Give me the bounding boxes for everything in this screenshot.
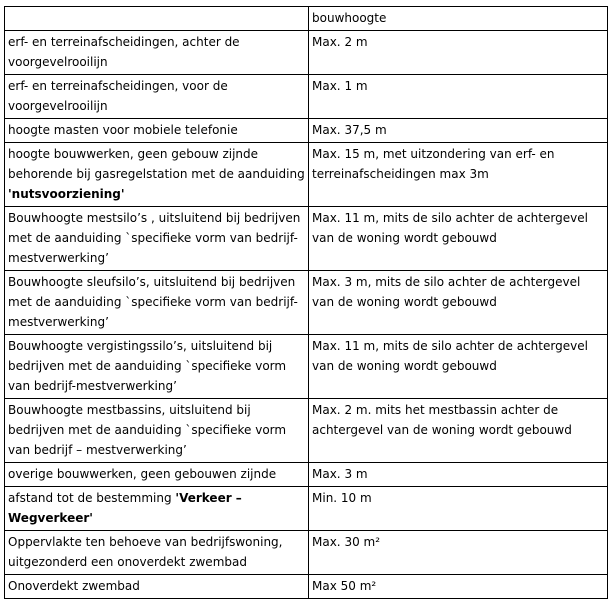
row-value: Max. 3 m — [309, 463, 608, 487]
table-row — [5, 335, 608, 399]
row-label-text: afstand tot de bestemming — [8, 491, 176, 505]
table-row — [5, 487, 608, 531]
row-label: Bouwhoogte mestsilo’s , uitsluitend bij bedrijven met de aanduiding `specifieke vorm van bedrijf-mestverwerking’ — [5, 207, 309, 271]
table-row — [5, 143, 608, 207]
row-label: hoogte masten voor mobiele telefonie — [5, 119, 309, 143]
row-label — [5, 143, 309, 207]
table-row — [5, 531, 608, 575]
header-cell-bouwhoogte: bouwhoogte — [309, 7, 608, 31]
row-label: Bouwhoogte mestbassins, uitsluitend bij bedrijven met de aanduiding `specifieke vorm van bedrijf – mestverwerking’ — [5, 399, 309, 463]
row-value: Max. 11 m, mits de silo achter de achtergevel van de woning wordt gebouwd — [309, 335, 608, 399]
row-label: Oppervlakte ten behoeve van bedrijfswoning, uitgezonderd een onoverdekt zwembad — [5, 531, 309, 575]
row-value: Max. 15 m, met uitzondering van erf- en terreinafscheidingen max 3m — [309, 143, 608, 207]
table-row — [5, 575, 608, 599]
table-row — [5, 119, 608, 143]
row-label: overige bouwwerken, geen gebouwen zijnde — [5, 463, 309, 487]
table-row — [5, 271, 608, 335]
row-label: Bouwhoogte vergistingssilo’s, uitsluitend bij bedrijven met de aanduiding `specifieke vorm van bedrijf-mestverwerking’ — [5, 335, 309, 399]
row-label: Onoverdekt zwembad — [5, 575, 309, 599]
row-label — [5, 487, 309, 531]
row-label: erf- en terreinafscheidingen, achter de voorgevelrooilijn — [5, 31, 309, 75]
regulations-table — [4, 6, 608, 599]
row-value: Max. 2 m — [309, 31, 608, 75]
row-value: Max. 2 m. mits het mestbassin achter de achtergevel van de woning wordt gebouwd — [309, 399, 608, 463]
row-label: Bouwhoogte sleufsilo’s, uitsluitend bij bedrijven met de aanduiding `specifieke vorm van bedrijf-mestverwerking’ — [5, 271, 309, 335]
row-value: Max 50 m² — [309, 575, 608, 599]
row-label-text: hoogte bouwwerken, geen gebouw zijnde behorende bij gasregelstation met de aanduiding — [8, 147, 305, 181]
table-header-row — [5, 7, 608, 31]
header-cell-empty — [5, 7, 309, 31]
row-value: Max. 3 m, mits de silo achter de achtergevel van de woning wordt gebouwd — [309, 271, 608, 335]
row-value: Max. 37,5 m — [309, 119, 608, 143]
table-row — [5, 75, 608, 119]
row-value: Max. 1 m — [309, 75, 608, 119]
row-value: Min. 10 m — [309, 487, 608, 531]
table-row — [5, 207, 608, 271]
row-value: Max. 11 m, mits de silo achter de achtergevel van de woning wordt gebouwd — [309, 207, 608, 271]
table-row — [5, 399, 608, 463]
table-row — [5, 463, 608, 487]
designation-nutsvoorziening: 'nutsvoorziening' — [8, 187, 125, 201]
table-row — [5, 31, 608, 75]
row-label: erf- en terreinafscheidingen, voor de voorgevelrooilijn — [5, 75, 309, 119]
row-value: Max. 30 m² — [309, 531, 608, 575]
designation-verkeer-wegverkeer: 'Verkeer – Wegverkeer' — [8, 491, 242, 525]
